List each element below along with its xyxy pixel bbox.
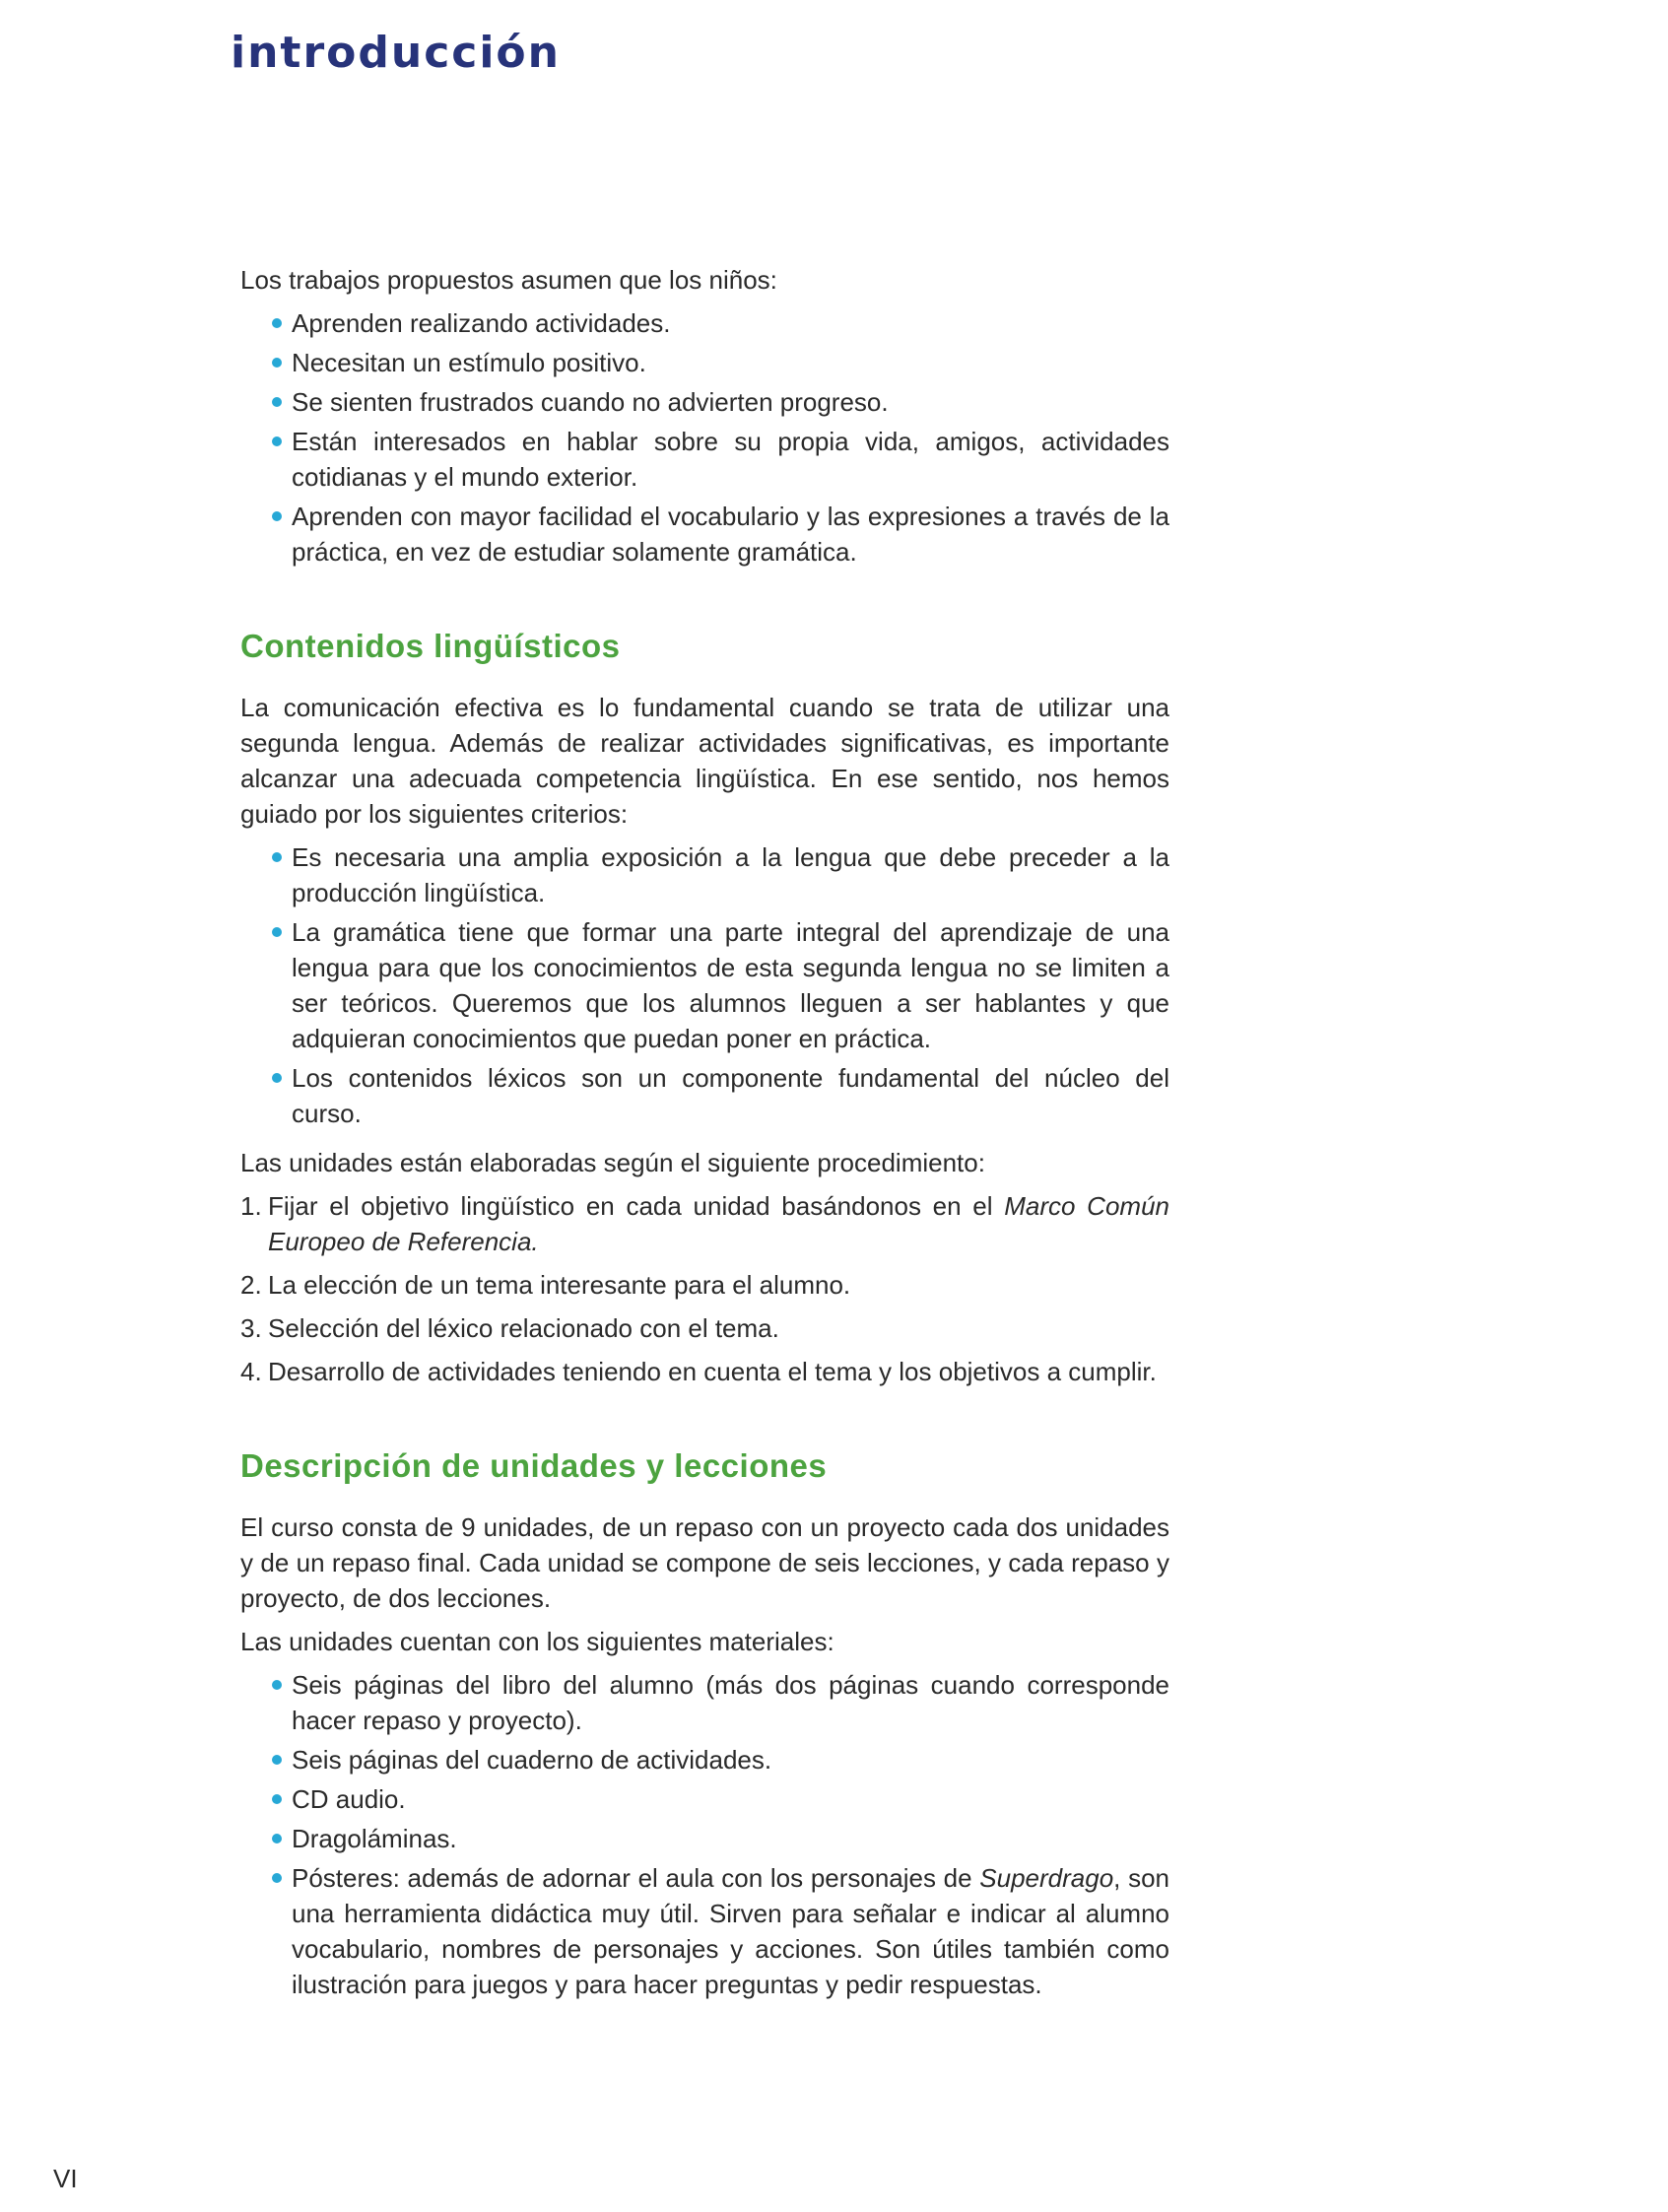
- list-item: Los contenidos léxicos son un componente fundamental del núcleo del curso.: [292, 1060, 1169, 1131]
- section-heading-descripcion: Descripción de unidades y lecciones: [240, 1447, 828, 1484]
- contenidos-paragraph: La comunicación efectiva es lo fundamental cuando se trata de utilizar una segunda lengua. Además de realizar actividades significativas, es importante alcanzar una adecuada competencia lingüística. En ese sentido, nos hemos guiado por los siguientes criterios:: [240, 693, 1169, 829]
- step-number: 4.: [240, 1357, 262, 1386]
- step-text: Desarrollo de actividades teniendo en cuenta el tema y los objetivos a cumplir.: [268, 1357, 1157, 1386]
- list-item: Seis páginas del cuaderno de actividades.: [292, 1742, 1169, 1777]
- procedure-step: [240, 1267, 1169, 1303]
- contenidos-bullet-list: [240, 839, 1169, 1131]
- page-number: VI: [53, 2164, 78, 2193]
- materials-bullet-list: [240, 1667, 1169, 2002]
- page-content: [240, 262, 1169, 2016]
- posters-italic-text: Superdrago: [979, 1863, 1114, 1893]
- step-text: La elección de un tema interesante para el alumno.: [268, 1270, 851, 1300]
- list-item: Dragoláminas.: [292, 1821, 1169, 1856]
- list-item: Aprenden realizando actividades.: [292, 305, 1169, 341]
- posters-text-before: Pósteres: además de adornar el aula con los personajes de: [292, 1863, 980, 1893]
- intro-lead: Los trabajos propuestos asumen que los niños:: [240, 265, 777, 295]
- posters-text-after: , son una herramienta didáctica muy útil. Sirven para señalar e indicar al alumno vocabulario, nombres de personajes y acciones. Son útiles también como ilustración para juegos y para hacer preguntas y pedir respuestas.: [292, 1863, 1169, 1999]
- list-item: Seis páginas del libro del alumno (más dos páginas cuando corresponde hacer repaso y proyecto).: [292, 1667, 1169, 1738]
- list-item: Es necesaria una amplia exposición a la lengua que debe preceder a la producción lingüística.: [292, 839, 1169, 910]
- descripcion-paragraph: El curso consta de 9 unidades, de un repaso con un proyecto cada dos unidades y de un repaso final. Cada unidad se compone de seis lecciones, y cada repaso y proyecto, de dos lecciones.: [240, 1512, 1169, 1613]
- intro-bullet-list: [240, 305, 1169, 570]
- step-number: 1.: [240, 1191, 262, 1221]
- procedure-step: [240, 1310, 1169, 1346]
- list-item: Están interesados en hablar sobre su propia vida, amigos, actividades cotidianas y el mundo exterior.: [292, 424, 1169, 495]
- procedure-step: [240, 1354, 1169, 1389]
- materials-lead: Las unidades cuentan con los siguientes materiales:: [240, 1627, 834, 1656]
- procedure-steps: [240, 1188, 1169, 1389]
- step-italic-text: Marco Común Europeo de Referencia.: [268, 1191, 1169, 1256]
- list-item: Aprenden con mayor facilidad el vocabulario y las expresiones a través de la práctica, en vez de estudiar solamente gramática.: [292, 499, 1169, 570]
- list-item: CD audio.: [292, 1781, 1169, 1817]
- list-item: La gramática tiene que formar una parte integral del aprendizaje de una lengua para que los conocimientos de esta segunda lengua no se limiten a ser teóricos. Queremos que los alumnos lleguen a ser hablantes y que adquieran conocimientos que puedan poner en práctica.: [292, 914, 1169, 1056]
- step-text: Fijar el objetivo lingüístico en cada unidad basándonos en el: [268, 1191, 1005, 1221]
- procedure-step: [240, 1188, 1169, 1259]
- step-number: 2.: [240, 1270, 262, 1300]
- list-item: Se sienten frustrados cuando no advierten progreso.: [292, 384, 1169, 420]
- section-heading-contenidos: Contenidos lingüísticos: [240, 628, 621, 664]
- step-text: Selección del léxico relacionado con el tema.: [268, 1313, 779, 1343]
- procedure-lead: Las unidades están elaboradas según el siguiente procedimiento:: [240, 1148, 985, 1177]
- step-number: 3.: [240, 1313, 262, 1343]
- list-item: [292, 1860, 1169, 2002]
- list-item: Necesitan un estímulo positivo.: [292, 345, 1169, 380]
- page-header-title: introducción: [231, 28, 561, 78]
